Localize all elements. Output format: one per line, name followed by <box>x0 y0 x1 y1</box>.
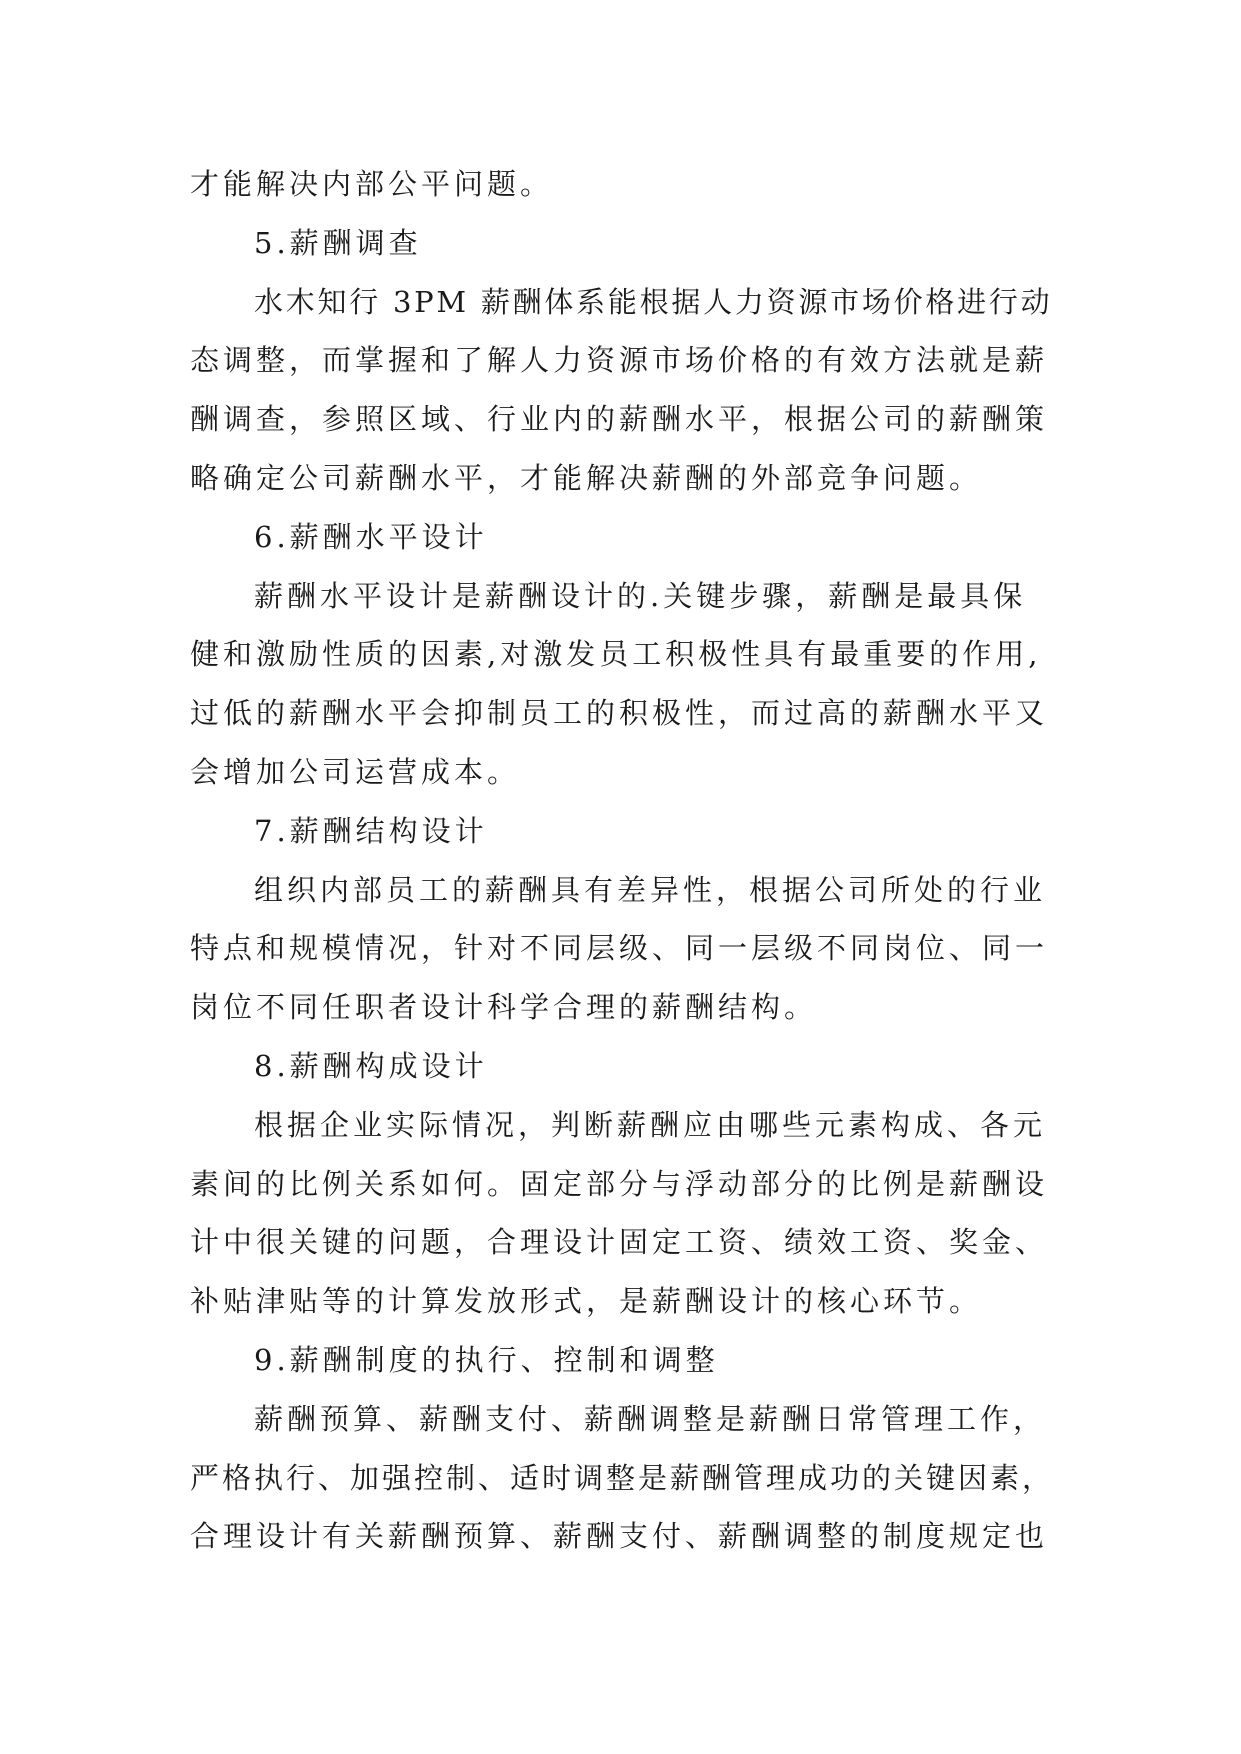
section-heading: 5.薪酬调查 <box>254 225 422 260</box>
section-heading: 8.薪酬构成设计 <box>254 1048 488 1083</box>
paragraph-line: 水木知行 3PM 薪酬体系能根据人力资源市场价格进行动 <box>254 284 1053 319</box>
paragraph-line: 组织内部员工的薪酬具有差异性，根据公司所处的行业 <box>254 872 1047 907</box>
paragraph-line: 薪酬水平设计是薪酬设计的.关键步骤，薪酬是最具保 <box>254 578 1027 613</box>
paragraph-line: 特点和规模情况，针对不同层级、同一层级不同岗位、同一 <box>190 931 1049 966</box>
paragraph-line: 合理设计有关薪酬预算、薪酬支付、薪酬调整的制度规定也 <box>190 1519 1049 1554</box>
paragraph-line: 略确定公司薪酬水平，才能解决薪酬的外部竞争问题。 <box>190 460 983 495</box>
paragraph-line: 过低的薪酬水平会抑制员工的积极性，而过高的薪酬水平又 <box>190 696 1049 731</box>
paragraph-line: 健和激励性质的因素,对激发员工积极性具有最重要的作用, <box>190 637 1042 672</box>
paragraph-line: 才能解决内部公平问题。 <box>190 167 554 201</box>
section-heading: 7.薪酬结构设计 <box>254 813 488 848</box>
paragraph-line: 酬调查，参照区域、行业内的薪酬水平，根据公司的薪酬策 <box>190 402 1049 437</box>
paragraph-line: 补贴津贴等的计算发放形式，是薪酬设计的核心环节。 <box>190 1284 983 1319</box>
paragraph-line: 会增加公司运营成本。 <box>190 754 521 789</box>
section-heading: 9.薪酬制度的执行、控制和调整 <box>254 1342 719 1377</box>
paragraph-line: 严格执行、加强控制、适时调整是薪酬管理成功的关键因素， <box>190 1460 1055 1495</box>
paragraph-line: 根据企业实际情况，判断薪酬应由哪些元素构成、各元 <box>254 1107 1047 1142</box>
paragraph-line: 素间的比例关系如何。固定部分与浮动部分的比例是薪酬设 <box>190 1166 1049 1201</box>
paragraph-line: 薪酬预算、薪酬支付、薪酬调整是薪酬日常管理工作， <box>254 1401 1047 1436</box>
document-body <box>190 155 1055 1566</box>
paragraph-line: 态调整，而掌握和了解人力资源市场价格的有效方法就是薪 <box>190 343 1049 378</box>
paragraph-line: 计中很关键的问题，合理设计固定工资、绩效工资、奖金、 <box>190 1225 1049 1260</box>
section-heading: 6.薪酬水平设计 <box>254 519 488 554</box>
paragraph-line: 岗位不同任职者设计科学合理的薪酬结构。 <box>190 990 818 1025</box>
